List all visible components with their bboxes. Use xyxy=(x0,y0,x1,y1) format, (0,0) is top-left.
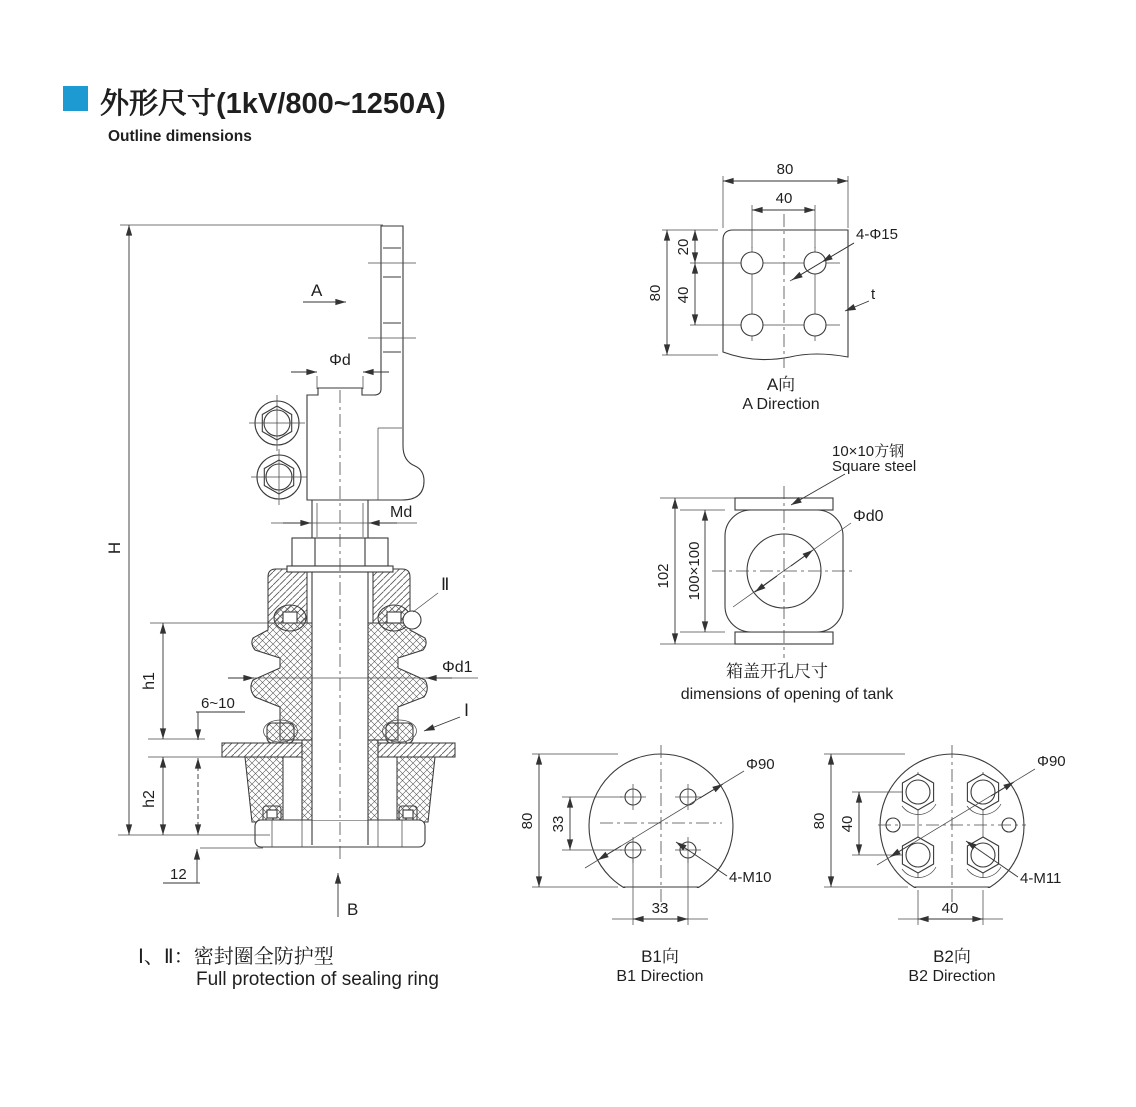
page-title: 外形尺寸(1kV/800~1250A) xyxy=(100,88,446,120)
view-b1-caption-zh: B1向 xyxy=(641,947,679,966)
view-b1 xyxy=(519,745,775,985)
view-b1-dim-height-label: 80 xyxy=(519,812,536,830)
tank-bore-label: Φd0 xyxy=(853,508,884,525)
view-b2 xyxy=(811,745,1066,985)
view-a xyxy=(647,161,898,413)
dim-phi-d1-label: Φd1 xyxy=(442,659,473,676)
dim-phi-d-extensions xyxy=(317,376,363,389)
square-steel-label-en: Square steel xyxy=(832,458,917,475)
dim-md-label: Md xyxy=(390,504,413,521)
seal-ring-2-cross-section xyxy=(403,611,421,629)
view-b1-holes-leader xyxy=(676,842,727,876)
clamp-bolt-top xyxy=(249,395,305,451)
view-a-caption-zh: A向 xyxy=(766,375,796,394)
view-a-thickness-label: t xyxy=(871,286,876,303)
tank-opening-view xyxy=(655,443,916,703)
tank-dim-opening-label: 100×100 xyxy=(686,541,703,601)
seal-ring-2-left-notch xyxy=(283,612,297,623)
view-a-dim-width-label: 80 xyxy=(776,161,794,178)
view-b2-dim-height-label: 80 xyxy=(811,812,828,830)
dim-h1-label: h1 xyxy=(141,672,158,690)
conductor-bar xyxy=(307,226,424,500)
view-b1-diameter-arrow-1 xyxy=(700,784,723,798)
page-subtitle: Outline dimensions xyxy=(108,128,252,145)
square-steel-label-zh: 10×10方钢 xyxy=(832,443,905,460)
seal-2-callout-label: Ⅱ xyxy=(441,575,450,594)
view-b2-dim-span-x-label: 40 xyxy=(941,900,959,917)
view-a-dim-span-x-label: 40 xyxy=(775,190,793,207)
view-b2-dim-span-y-label: 40 xyxy=(839,815,856,833)
dim-base-label: 12 xyxy=(170,866,187,883)
tank-caption-en: dimensions of opening of tank xyxy=(680,686,894,703)
dim-phi-d-label: Φd xyxy=(329,352,351,369)
view-b1-holes xyxy=(620,784,701,863)
clamp-bolt-bottom xyxy=(251,449,307,505)
header xyxy=(63,86,446,145)
tank-dim-height-label: 102 xyxy=(655,563,672,589)
view-a-dim-span-y-label: 40 xyxy=(675,286,692,304)
view-a-dim-offset-y-label: 20 xyxy=(675,238,692,256)
bottom-seal-right-notch xyxy=(403,810,413,818)
view-arrow-a-label: A xyxy=(311,281,323,300)
dim-H-label: H xyxy=(105,541,124,555)
view-a-dim-height-label: 80 xyxy=(647,284,664,302)
view-b2-caption-zh: B2向 xyxy=(933,947,971,966)
view-b1-diameter-label: Φ90 xyxy=(746,756,775,773)
mounting-plate-right xyxy=(378,743,455,757)
title-bullet-square xyxy=(63,86,88,111)
footnote-zh: Ⅰ、Ⅱ：密封圈全防护型 xyxy=(138,946,334,968)
view-b1-caption-en: B1 Direction xyxy=(616,968,704,985)
view-b2-diameter-label: Φ90 xyxy=(1037,753,1066,770)
view-a-hole xyxy=(741,314,763,336)
seal-1-callout-leader xyxy=(424,717,460,731)
dim-gap-label: 6~10 xyxy=(201,695,235,712)
tank-caption-zh: 箱盖开孔尺寸 xyxy=(726,662,828,681)
view-b2-nuts xyxy=(902,774,1001,878)
dim-h2-label: h2 xyxy=(141,790,158,808)
footnote xyxy=(138,945,439,990)
main-section-view xyxy=(222,226,455,862)
seal-ring-2-right-notch xyxy=(387,612,401,623)
seal-2-callout-leader xyxy=(413,593,438,612)
view-a-plate xyxy=(723,230,848,360)
view-a-thickness-leader xyxy=(845,301,869,311)
view-arrow-b-label: B xyxy=(347,900,359,919)
view-b1-holes-label: 4-M10 xyxy=(729,869,772,886)
view-b1-dim-span-x-label: 33 xyxy=(651,900,669,917)
mounting-plate-left xyxy=(222,743,302,757)
footnote-en: Full protection of sealing ring xyxy=(196,969,439,990)
seal-1-callout-label: Ⅰ xyxy=(464,701,470,720)
view-a-hole xyxy=(741,252,763,274)
view-b1-dim-span-y-label: 33 xyxy=(550,815,567,833)
bottom-seal-left-notch xyxy=(267,810,277,818)
view-b2-caption-en: B2 Direction xyxy=(908,968,996,985)
view-b1-diameter-arrow-2 xyxy=(598,846,621,860)
view-b2-holes-label: 4-M11 xyxy=(1020,870,1062,887)
view-a-hole xyxy=(804,314,826,336)
view-a-caption-en: A Direction xyxy=(742,396,820,413)
view-a-holes-callout-label: 4-Φ15 xyxy=(856,226,898,243)
